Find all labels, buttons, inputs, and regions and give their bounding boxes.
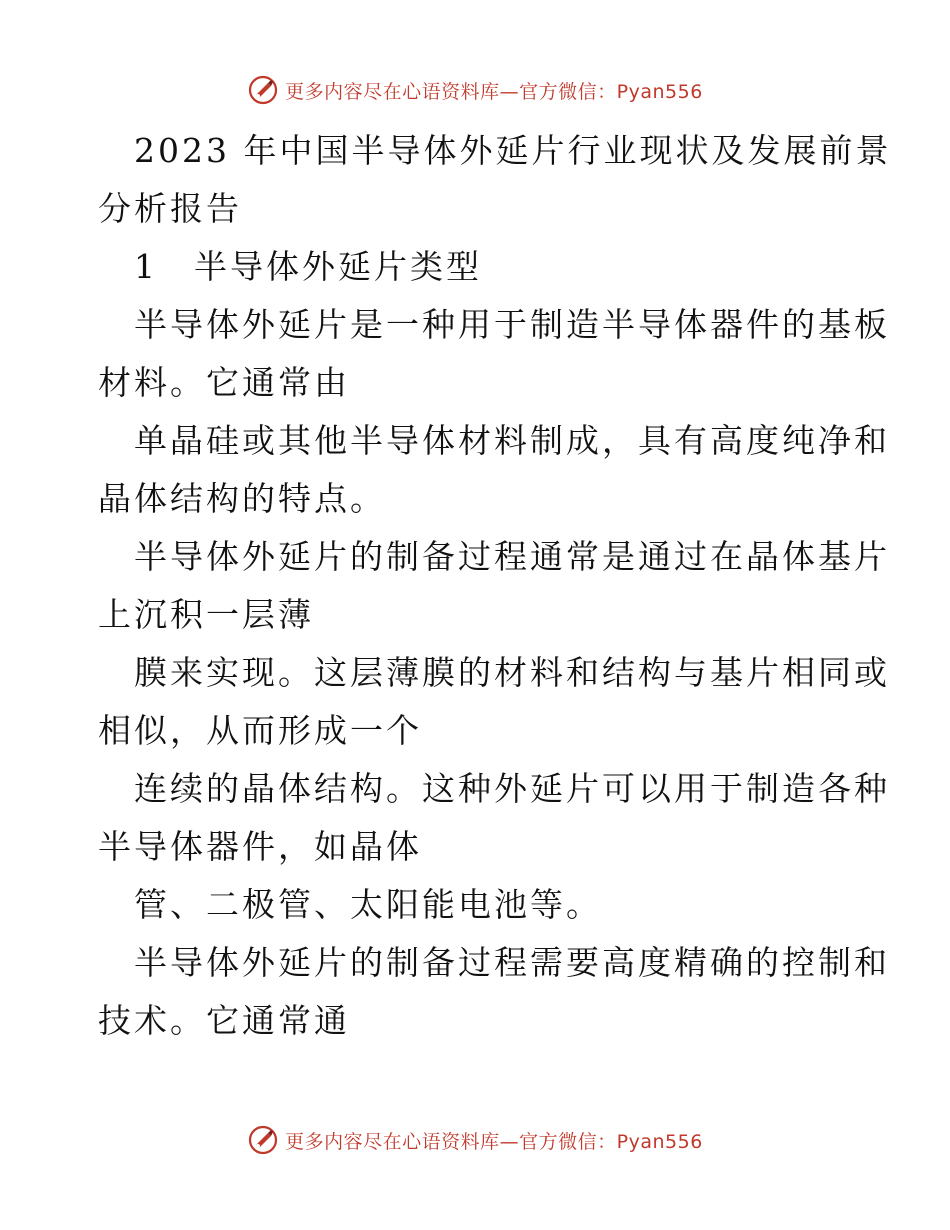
footer-watermark-text: 更多内容尽在心语资料库—官方微信：Pyan556 <box>285 1130 703 1153</box>
header-watermark <box>0 70 950 110</box>
header-watermark-text: 更多内容尽在心语资料库—官方微信：Pyan556 <box>285 80 703 103</box>
body-text-line: 上沉积一层薄 <box>98 595 314 634</box>
footer-watermark <box>0 1120 950 1160</box>
body-text-line: 半导体外延片的制备过程需要高度精确的控制和 <box>134 943 890 982</box>
body-text-line: 连续的晶体结构。这种外延片可以用于制造各种 <box>134 769 890 808</box>
body-text-line: 半导体外延片的制备过程通常是通过在晶体基片 <box>134 537 890 576</box>
footer-watermark-inner <box>247 1124 703 1156</box>
body-text-line: 半导体器件，如晶体 <box>98 827 422 866</box>
body-text-line: 管、二极管、太阳能电池等。 <box>134 885 602 924</box>
body-text-line: 膜来实现。这层薄膜的材料和结构与基片相同或 <box>134 653 890 692</box>
header-watermark-inner <box>247 74 703 106</box>
body-text-line: 技术。它通常通 <box>98 1001 350 1040</box>
body-text-line: 晶体结构的特点。 <box>98 479 386 518</box>
seal-logo-icon <box>247 1124 279 1156</box>
document-body <box>98 122 892 1050</box>
seal-logo-icon <box>247 74 279 106</box>
document-title-line-2: 分析报告 <box>98 189 242 228</box>
document-title-line-1: 2023 年中国半导体外延片行业现状及发展前景 <box>134 131 892 170</box>
section-heading: 1 半导体外延片类型 <box>134 247 482 286</box>
body-text-line: 相似，从而形成一个 <box>98 711 422 750</box>
body-text-line: 材料。它通常由 <box>98 363 350 402</box>
body-text-line: 半导体外延片是一种用于制造半导体器件的基板 <box>134 305 890 344</box>
paragraph-block <box>98 296 890 1050</box>
body-text-line: 单晶硅或其他半导体材料制成，具有高度纯净和 <box>134 421 890 460</box>
